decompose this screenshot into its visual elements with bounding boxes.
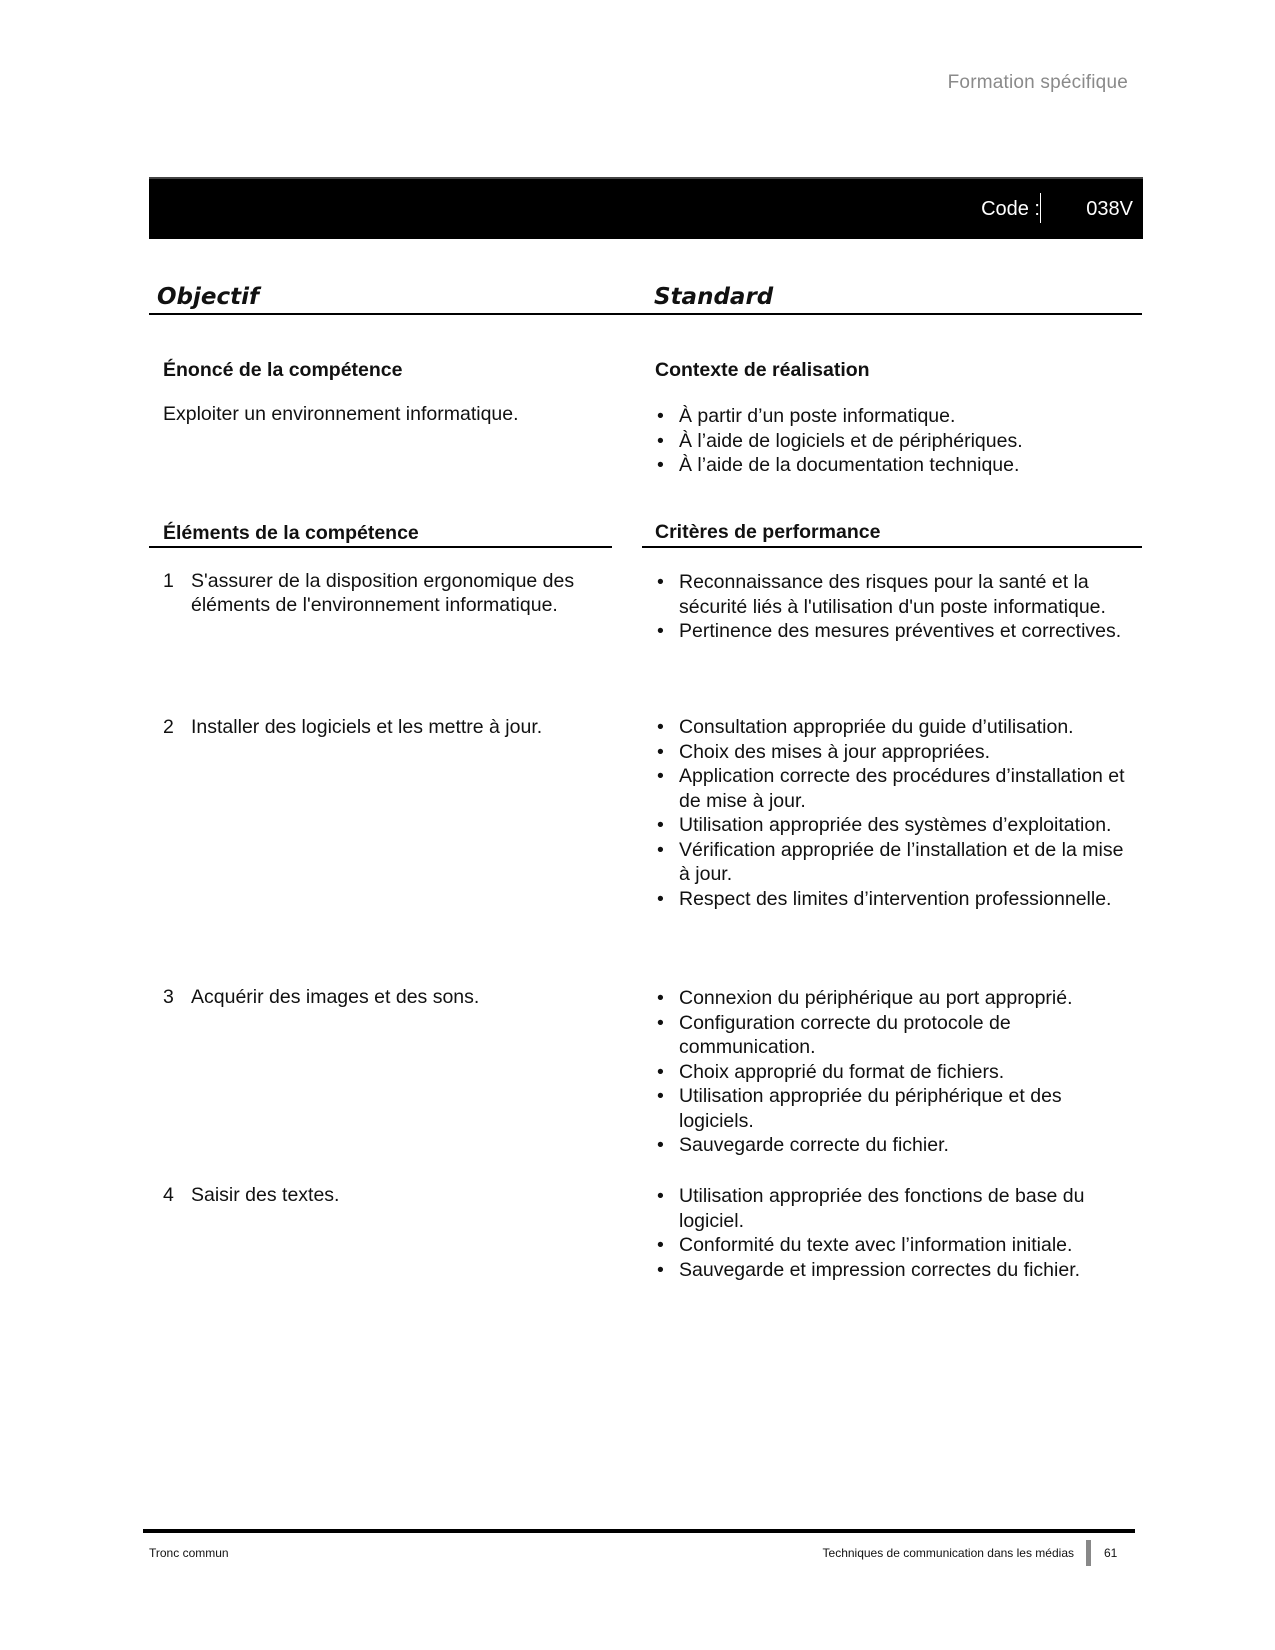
criteria-item: • Connexion du périphérique au port approprié. (655, 986, 1125, 1011)
code-bar (149, 177, 1143, 239)
contexte-heading: Contexte de réalisation (655, 359, 870, 381)
enonce-heading: Énoncé de la compétence (163, 359, 403, 381)
criteria-item: • Application correcte des procédures d’installation et de mise à jour. (655, 764, 1125, 813)
element-number: 1 (163, 570, 174, 592)
element-item (163, 569, 613, 617)
criteria-item: • Configuration correcte du protocole de communication. (655, 1011, 1125, 1060)
running-header: Formation spécifique (947, 72, 1128, 93)
footer-left: Tronc commun (149, 1546, 229, 1560)
criteria-item: • Sauvegarde et impression correctes du fichier. (655, 1258, 1125, 1283)
elements-heading: Éléments de la compétence (163, 522, 419, 544)
code-separator (1040, 193, 1041, 223)
criteria-item: • Conformité du texte avec l’information initiale. (655, 1233, 1125, 1258)
element-item (163, 1183, 613, 1207)
enonce-text: Exploiter un environnement informatique. (163, 403, 519, 425)
contexte-item: • À l’aide de logiciels et de périphériques. (655, 429, 1125, 454)
page-number: 61 (1104, 1546, 1118, 1560)
code-value: 038V (1086, 198, 1133, 220)
criteria-item: • Utilisation appropriée des fonctions de base du logiciel. (655, 1184, 1125, 1233)
footer-rule (143, 1529, 1135, 1533)
title-rule (149, 313, 1142, 315)
criteria-item: • Choix des mises à jour appropriées. (655, 740, 1125, 765)
criteria-list (655, 1184, 1125, 1282)
footer-right: Techniques de communication dans les médias (822, 1546, 1074, 1560)
criteria-item: • Sauvegarde correcte du fichier. (655, 1133, 1125, 1158)
contexte-item: • À partir d’un poste informatique. (655, 404, 1125, 429)
standard-title: Standard (654, 284, 774, 310)
code-label: Code : (981, 198, 1040, 220)
criteria-item: • Vérification appropriée de l’installation et de la mise à jour. (655, 838, 1125, 887)
element-number: 3 (163, 986, 174, 1008)
criteria-list (655, 986, 1125, 1158)
criteria-list (655, 570, 1125, 644)
element-number: 4 (163, 1184, 174, 1206)
element-number: 2 (163, 716, 174, 738)
element-item (163, 715, 613, 739)
criteria-item: • Respect des limites d’intervention professionnelle. (655, 887, 1125, 912)
element-text: Saisir des textes. (191, 1184, 340, 1206)
criteria-item: • Utilisation appropriée du périphérique et des logiciels. (655, 1084, 1125, 1133)
criteria-item: • Pertinence des mesures préventives et correctives. (655, 619, 1125, 644)
contexte-item: • À l’aide de la documentation technique. (655, 453, 1125, 478)
criteres-heading: Critères de performance (655, 521, 881, 543)
element-text: Installer des logiciels et les mettre à jour. (191, 716, 543, 738)
element-text: Acquérir des images et des sons. (191, 986, 480, 1008)
criteria-item: • Consultation appropriée du guide d’utilisation. (655, 715, 1125, 740)
elements-rule (149, 546, 612, 548)
criteria-item: • Choix approprié du format de fichiers. (655, 1060, 1125, 1085)
element-text: S'assurer de la disposition ergonomique des éléments de l'environnement informatique. (191, 570, 575, 616)
criteria-list (655, 715, 1125, 911)
element-item (163, 985, 613, 1009)
criteres-rule (642, 546, 1142, 548)
objectif-title: Objectif (157, 284, 260, 310)
footer-separator (1086, 1540, 1091, 1566)
criteria-item: • Reconnaissance des risques pour la santé et la sécurité liés à l'utilisation d'un poste informatique. (655, 570, 1125, 619)
contexte-list (655, 404, 1125, 478)
criteria-item: • Utilisation appropriée des systèmes d’exploitation. (655, 813, 1125, 838)
